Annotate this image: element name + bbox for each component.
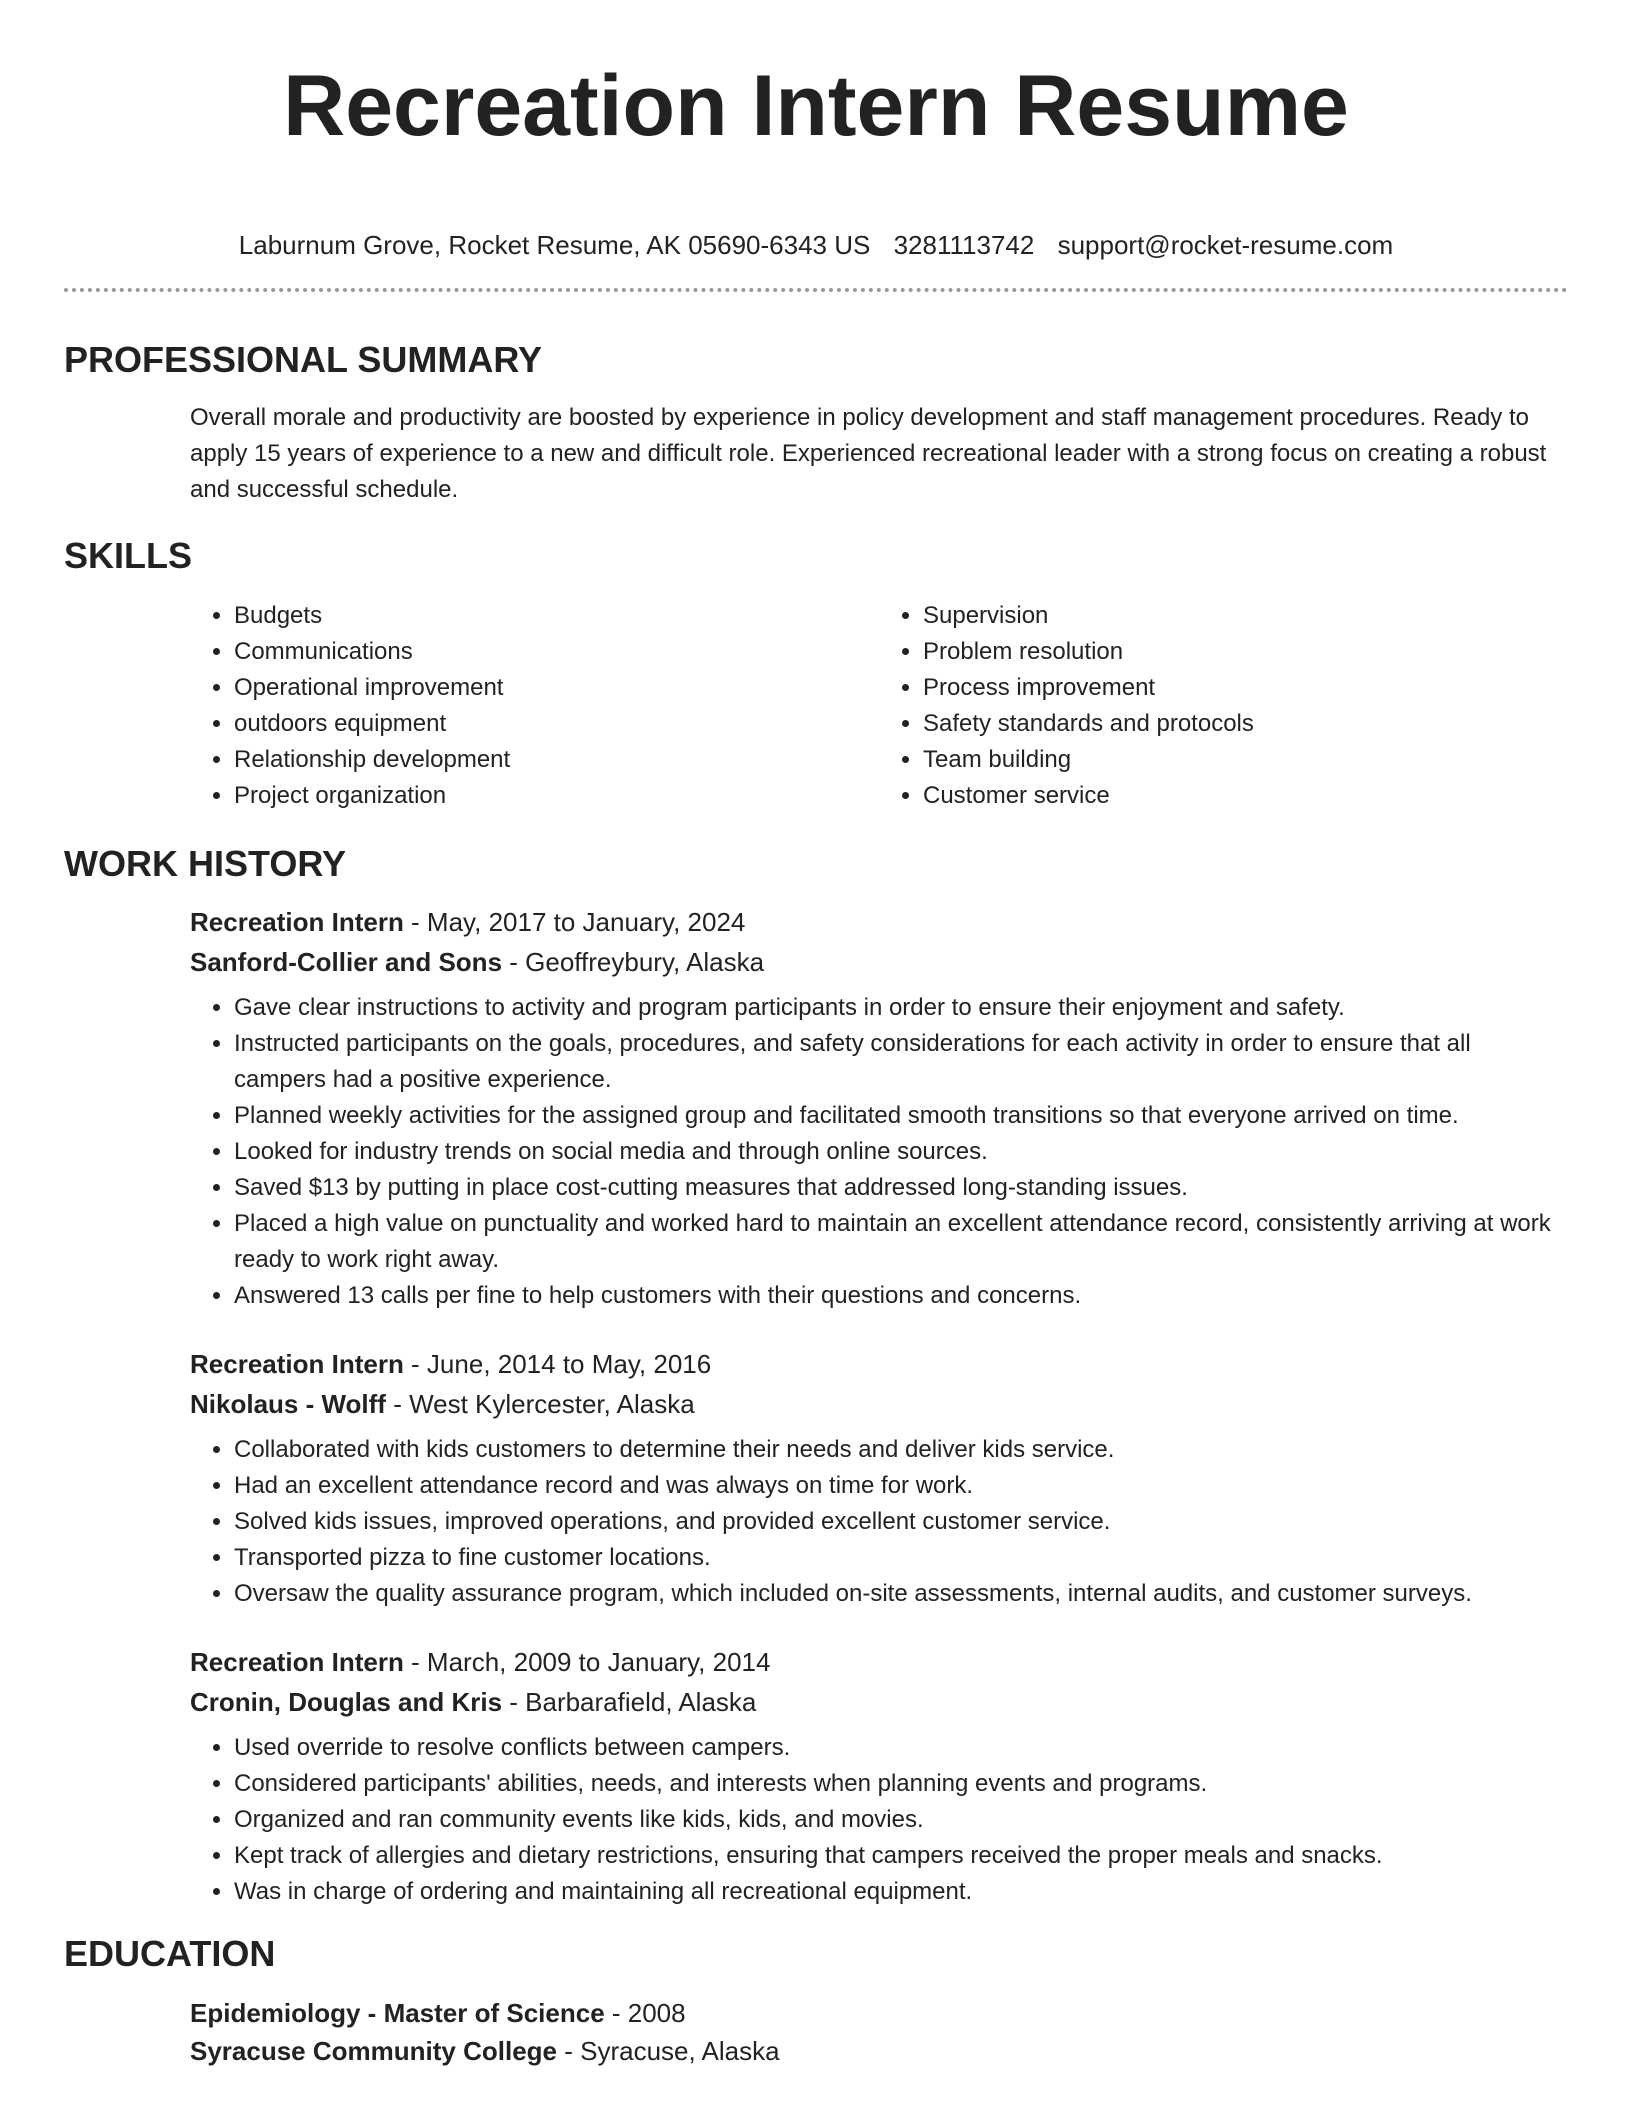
job-dates: - May, 2017 to January, 2024 (403, 907, 746, 937)
skill-item: • Relationship development (234, 742, 879, 778)
header-divider (64, 288, 1568, 292)
job-location: - Barbarafield, Alaska (502, 1687, 757, 1717)
skills-column-right (879, 598, 1568, 814)
education-location: - Syracuse, Alaska (557, 2036, 780, 2066)
skill-item: • Operational improvement (234, 670, 879, 706)
work-history-heading: WORK HISTORY (64, 843, 347, 884)
job-bullet: • Kept track of allergies and dietary restrictions, ensuring that campers received the proper meals and snacks. (234, 1838, 1568, 1874)
job-bullet: • Placed a high value on punctuality and worked hard to maintain an excellent attendance record, consistently arriving at work ready to work right away. (234, 1206, 1568, 1278)
job-title: Recreation Intern (190, 1349, 404, 1379)
job-entry (190, 902, 1568, 1314)
education-heading: EDUCATION (64, 1933, 276, 1974)
contact-email: support@rocket-resume.com (1057, 230, 1394, 260)
job-bullet: • Was in charge of ordering and maintaining all recreational equipment. (234, 1874, 1568, 1910)
skill-item: • outdoors equipment (234, 706, 879, 742)
contact-phone: 3281113742 (893, 230, 1035, 260)
skill-item: • Budgets (234, 598, 879, 634)
job-company: Cronin, Douglas and Kris (190, 1687, 503, 1717)
job-bullet: • Planned weekly activities for the assigned group and facilitated smooth transitions so that everyone arrived on time. (234, 1098, 1568, 1134)
resume-title: Recreation Intern Resume (283, 58, 1349, 154)
education-degree-line (190, 1994, 1568, 2032)
job-bullet: • Gave clear instructions to activity and program participants in order to ensure their enjoyment and safety. (234, 990, 1568, 1026)
education-school-line (190, 2032, 1568, 2070)
skill-item: • Problem resolution (923, 634, 1568, 670)
summary-heading: PROFESSIONAL SUMMARY (64, 339, 543, 380)
job-title-line (190, 1344, 1568, 1384)
job-bullet: • Transported pizza to fine customer locations. (234, 1540, 1568, 1576)
skill-item: • Project organization (234, 778, 879, 814)
job-bullets (190, 1730, 1568, 1910)
job-location: - West Kylercester, Alaska (385, 1389, 695, 1419)
job-bullet: • Had an excellent attendance record and was always on time for work. (234, 1468, 1568, 1504)
job-bullets (190, 990, 1568, 1314)
job-company-line (190, 942, 1568, 982)
skill-item: • Supervision (923, 598, 1568, 634)
job-title: Recreation Intern (190, 1647, 404, 1677)
job-bullet: • Instructed participants on the goals, procedures, and safety considerations for each activity in order to ensure that all campers had a positive experience. (234, 1026, 1568, 1098)
contact-line (64, 230, 1568, 260)
job-title-line (190, 1642, 1568, 1682)
job-bullet: • Solved kids issues, improved operations, and provided excellent customer service. (234, 1504, 1568, 1540)
education-degree: Epidemiology - Master of Science (190, 1998, 605, 2028)
education-school: Syracuse Community College (190, 2036, 557, 2066)
contact-address: Laburnum Grove, Rocket Resume, AK 05690-6343 US (238, 230, 871, 260)
job-title: Recreation Intern (190, 907, 404, 937)
job-bullet: • Answered 13 calls per fine to help customers with their questions and concerns. (234, 1278, 1568, 1314)
job-bullet: • Oversaw the quality assurance program, which included on-site assessments, internal audits, and customer surveys. (234, 1576, 1568, 1612)
job-bullet: • Considered participants' abilities, needs, and interests when planning events and programs. (234, 1766, 1568, 1802)
job-bullets (190, 1432, 1568, 1612)
job-entry (190, 1642, 1568, 1910)
job-bullet: • Saved $13 by putting in place cost-cutting measures that addressed long-standing issues. (234, 1170, 1568, 1206)
job-bullet: • Used override to resolve conflicts between campers. (234, 1730, 1568, 1766)
skill-item: • Communications (234, 634, 879, 670)
education-entry (190, 1994, 1568, 2070)
skill-item: • Customer service (923, 778, 1568, 814)
job-entry (190, 1344, 1568, 1612)
job-location: - Geoffreybury, Alaska (502, 947, 765, 977)
job-company: Sanford-Collier and Sons (190, 947, 503, 977)
job-dates: - June, 2014 to May, 2016 (403, 1349, 712, 1379)
job-company-line (190, 1682, 1568, 1722)
skills-column-left (190, 598, 879, 814)
job-dates: - March, 2009 to January, 2014 (403, 1647, 771, 1677)
summary-text: Overall morale and productivity are boosted by experience in policy development and staff management procedures. Ready to apply 15 years of experience to a new and difficult role. Experienced recreational leader with a strong focus on creating a robust and successful schedule. (190, 404, 1547, 503)
skills-heading: SKILLS (64, 535, 193, 576)
job-company: Nikolaus - Wolff (190, 1389, 386, 1419)
skills-grid (190, 598, 1568, 814)
skill-item: • Safety standards and protocols (923, 706, 1568, 742)
skill-item: • Process improvement (923, 670, 1568, 706)
job-company-line (190, 1384, 1568, 1424)
job-bullet: • Collaborated with kids customers to determine their needs and deliver kids service. (234, 1432, 1568, 1468)
skill-item: • Team building (923, 742, 1568, 778)
job-bullet: • Looked for industry trends on social media and through online sources. (234, 1134, 1568, 1170)
education-year: - 2008 (604, 1998, 686, 2028)
job-bullet: • Organized and ran community events like kids, kids, and movies. (234, 1802, 1568, 1838)
job-title-line (190, 902, 1568, 942)
